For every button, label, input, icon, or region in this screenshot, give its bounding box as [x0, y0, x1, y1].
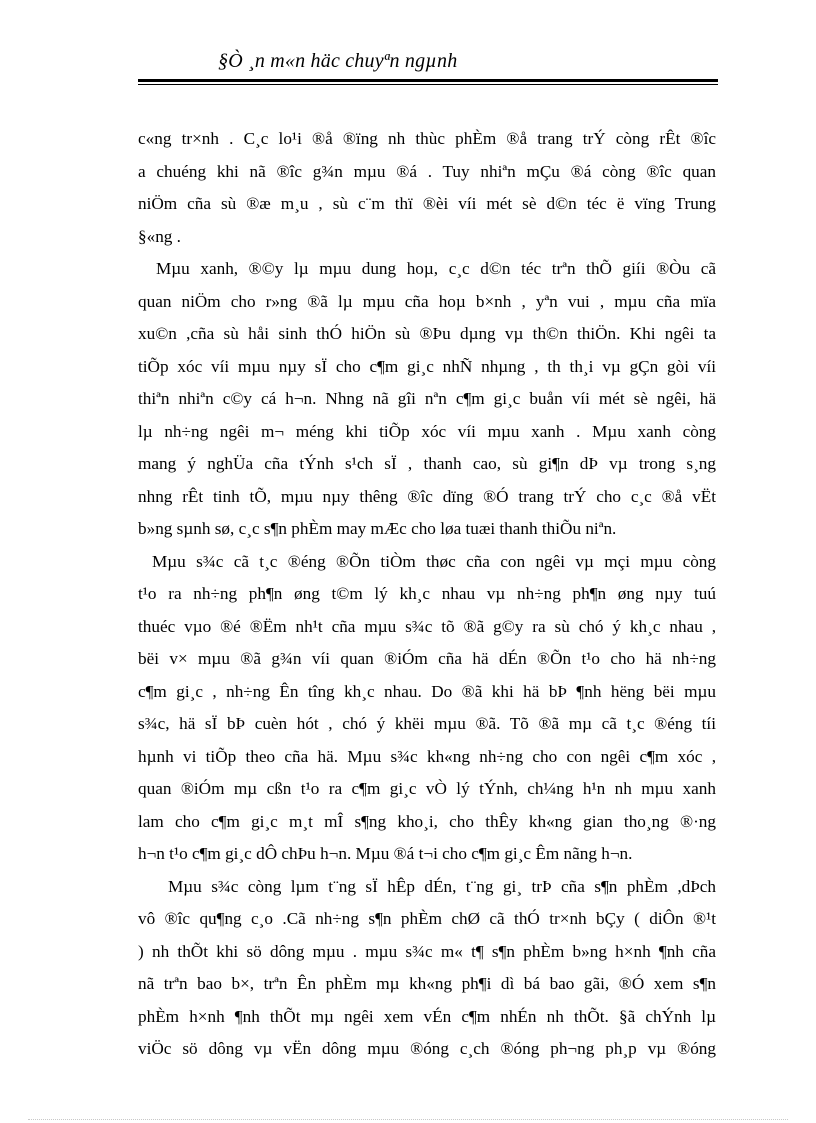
text-line: vô ®îc qu¶ng c¸o .Cã nh÷ng s¶n phÈm chØ cã thÓ tr×nh bÇy ( diÔn ®¹t — [138, 909, 716, 928]
text-line: t¹o ra nh÷ng ph¶n øng t©m lý kh¸c nhau vµ nh÷ng ph¶n øng nµy tuú — [138, 584, 716, 603]
text-line: §«ng . — [138, 226, 181, 246]
text-line: niÖm cña sù ®æ m¸u , sù c¨m thï ®èi víi mét sè d©n téc ë vïng Trung — [138, 194, 716, 213]
text-line: lam cho c¶m gi¸c m¸t mÎ s¶ng kho¸i, cho thÊy kh«ng gian tho¸ng ®·ng — [138, 811, 716, 831]
text-line: quan niÖm cho r»ng ®ã lµ mµu cña hoµ b×nh , yªn vui , mµu cña mïa — [138, 291, 716, 311]
header-rule-thin — [138, 84, 718, 85]
text-line: viÖc sö dông vµ vËn dông mµu ®óng c¸ch ®óng ph¬ng ph¸p vµ ®óng — [138, 1039, 716, 1058]
text-line: c¶m gi¸c , nh÷ng Ên tîng kh¸c nhau. Do ®ã khi hä bÞ ¶nh hëng bëi mµu — [138, 681, 716, 701]
text-line: b»ng sµnh sø, c¸c s¶n phÈm may mÆc cho løa tuæi thanh thiÕu niªn. — [138, 519, 617, 538]
text-line: Mµu s¾c còng lµm t¨ng sÏ hÊp dÉn, t¨ng gi¸ trÞ cña s¶n phÈm ,dÞch — [168, 876, 716, 896]
text-line: ) nh thÕt khi sö dông mµu . mµu s¾c m« t¶ s¶n phÈm b»ng h×nh ¶nh cña — [138, 941, 716, 961]
header-rule-thick — [138, 79, 718, 82]
text-line: mang ý nghÜa cña tÝnh s¹ch sÏ , thanh cao, sù gi¶n dÞ vµ trong s¸ng — [138, 454, 716, 473]
text-line: Mµu xanh, ®©y lµ mµu dung hoµ, c¸c d©n téc trªn thÕ giíi ®Òu cã — [156, 259, 716, 278]
text-line: bëi v× mµu ®ã g¾n víi quan ®iÓm cña hä dÉn ®Õn t¹o cho hä nh÷ng — [138, 649, 716, 668]
text-line: c«ng tr×nh . C¸c lo¹i ®å ®ïng nh thùc phÈm ®å trang trÝ còng rÊt ®îc — [138, 129, 716, 148]
body-text — [138, 123, 716, 1066]
text-line: nã trªn bao b×, trªn Ên phÈm mµ kh«ng ph¶i dì bá bao gãi, ®Ó xem s¶n — [138, 974, 716, 993]
text-line: thuéc vµo ®é ®Ëm nh¹t cña mµu s¾c tõ ®ã g©y ra sù chó ý kh¸c nhau , — [138, 616, 716, 636]
text-line: lµ nh÷ng ngêi m¬ méng khi tiÕp xóc víi mµu xanh . Mµu xanh còng — [138, 421, 716, 441]
text-line: a chuéng khi nã ®îc g¾n mµu ®á . Tuy nhiªn mÇu ®á còng ®îc quan — [138, 161, 716, 181]
text-line: Mµu s¾c cã t¸c ®éng ®Õn tiÒm thøc cña con ngêi vµ mçi mµu còng — [152, 551, 716, 571]
text-line: xu©n ,cña sù håi sinh thÓ hiÖn sù ®Þu dµng vµ th©n thiÖn. Khi ngêi ta — [138, 324, 716, 343]
text-line: s¾c, hä sÏ bÞ cuèn hót , chó ý khëi mµu ®ã. Tõ ®ã mµ cã t¸c ®éng tíi — [138, 714, 716, 733]
text-line: hµnh vi tiÕp theo cña hä. Mµu s¾c kh«ng nh÷ng cho con ngêi c¶m xóc , — [138, 746, 716, 766]
text-line: nhng rÊt tinh tÕ, mµu nµy thêng ®îc dïng ®Ó trang trÝ cho c¸c ®å vËt — [138, 486, 716, 506]
text-line: thiªn nhiªn c©y cá h¬n. Nhng nã gîi nªn c¶m gi¸c buån víi mét sè ngêi, hä — [138, 389, 716, 408]
running-header-title: §Ò ¸n m«n häc chuyªn ngµnh — [218, 50, 458, 72]
text-line: phÈm h×nh ¶nh thÕt mµ ngêi xem vÉn c¶m nhÉn nh thÕt. §ã chÝnh lµ — [138, 1006, 716, 1026]
text-line: quan ®iÓm mµ cßn t¹o ra c¶m gi¸c vÒ lý tÝnh, ch¼ng h¹n nh mµu xanh — [138, 779, 716, 798]
text-line: h¬n t¹o c¶m gi¸c dÔ chÞu h¬n. Mµu ®á t¬i cho c¶m gi¸c Êm nãng h¬n. — [138, 844, 633, 863]
footer-dotted-rule — [28, 1119, 788, 1120]
text-line: tiÕp xóc víi mµu nµy sÏ cho c¶m gi¸c nhÑ nhµng , th th¸i vµ gÇn gòi víi — [138, 356, 716, 376]
